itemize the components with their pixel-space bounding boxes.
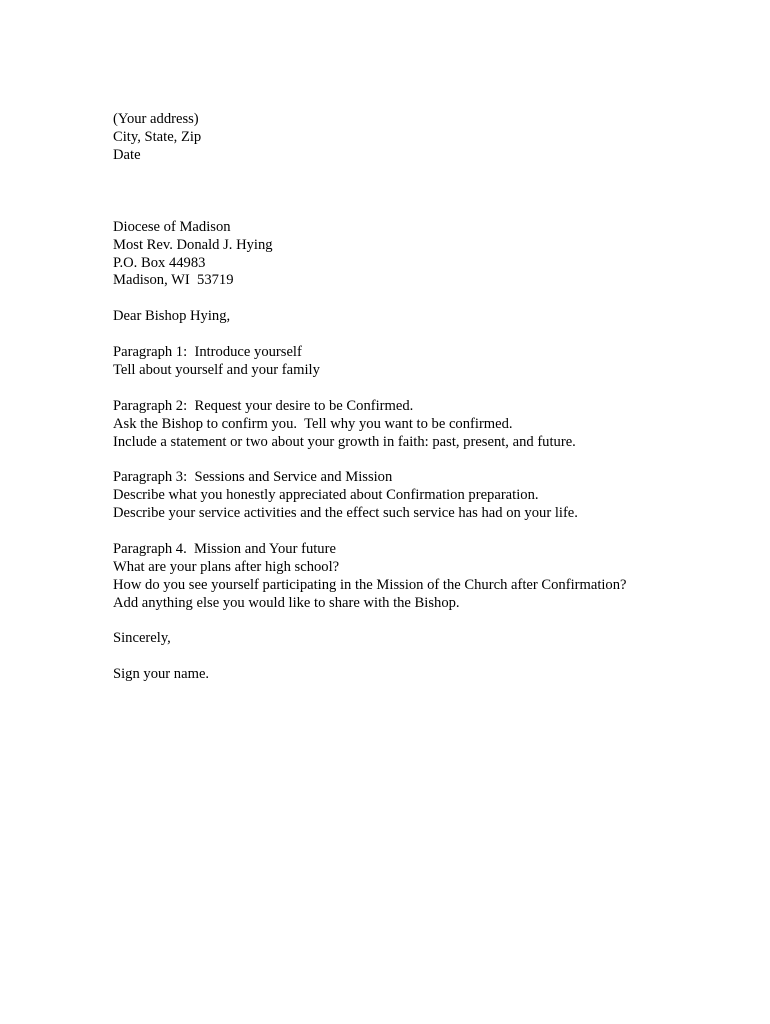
recipient-name: Most Rev. Donald J. Hying <box>113 236 273 253</box>
paragraph-heading: Paragraph 2: Request your desire to be Confirmed. <box>113 397 414 414</box>
paragraph-heading: Paragraph 4. Mission and Your future <box>113 540 336 557</box>
paragraph-3 <box>113 469 733 523</box>
paragraph-line: Describe your service activities and the effect such service has had on your life. <box>113 505 578 522</box>
paragraph-line: What are your plans after high school? <box>113 558 340 575</box>
recipient-po-box: P.O. Box 44983 <box>113 254 206 271</box>
paragraph-line: Include a statement or two about your growth in faith: past, present, and future. <box>113 433 576 450</box>
salutation: Dear Bishop Hying, <box>113 308 231 325</box>
paragraph-2 <box>113 398 733 452</box>
paragraph-line: How do you see yourself participating in the Mission of the Church after Confirmation? <box>113 576 627 593</box>
recipient-city: Madison, WI 53719 <box>113 272 234 289</box>
paragraph-1 <box>113 344 733 380</box>
paragraph-line: Ask the Bishop to confirm you. Tell why you want to be confirmed. <box>113 415 513 432</box>
sender-address-block <box>113 111 733 165</box>
spacer <box>113 290 733 308</box>
letter-date: Date <box>113 146 141 163</box>
paragraph-heading: Paragraph 1: Introduce yourself <box>113 344 302 361</box>
paragraph-line: Describe what you honestly appreciated about Confirmation preparation. <box>113 487 539 504</box>
recipient-address-block <box>113 219 733 291</box>
paragraph-4 <box>113 541 733 613</box>
paragraph-line: Tell about yourself and your family <box>113 361 320 378</box>
spacer <box>113 648 733 666</box>
spacer <box>113 451 733 469</box>
sender-address: (Your address) <box>113 111 199 127</box>
paragraph-line: Add anything else you would like to share with the Bishop. <box>113 594 460 611</box>
paragraph-heading: Paragraph 3: Sessions and Service and Mission <box>113 469 393 486</box>
signature-line: Sign your name. <box>113 666 210 683</box>
spacer <box>113 613 733 631</box>
spacer <box>113 326 733 344</box>
recipient-organization: Diocese of Madison <box>113 218 231 235</box>
sender-city-state-zip: City, State, Zip <box>113 128 202 145</box>
spacer <box>113 523 733 541</box>
spacer <box>113 165 733 219</box>
letter-body <box>113 111 733 684</box>
closing: Sincerely, <box>113 630 171 647</box>
spacer <box>113 380 733 398</box>
